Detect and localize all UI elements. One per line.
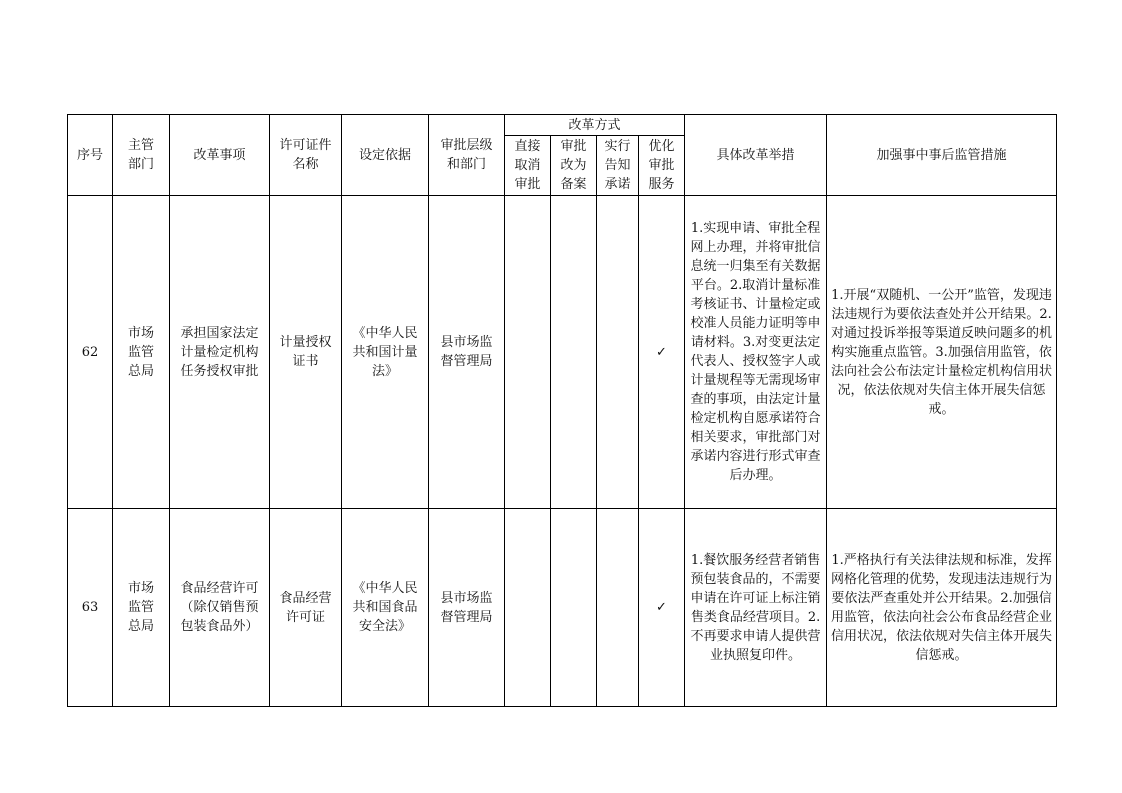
header-dept: 主管部门 (113, 115, 170, 196)
header-supervision: 加强事中事后监管措施 (827, 115, 1057, 196)
check-mark-icon: ✓ (656, 600, 667, 615)
row-seq: 62 (68, 196, 113, 509)
header-methods-group: 改革方式 (505, 115, 685, 136)
table-row (68, 196, 1057, 509)
row-notify-commit (597, 509, 639, 707)
row-supervision: 1.严格执行有关法律法规和标准，发挥网格化管理的优势，发现违法违规行为要依法严查重处并公开结果。2.加强信用监管，依法向社会公布食品经营企业信用状况，依法依规对失信主体开展失信惩戒。 (827, 509, 1057, 707)
row-seq: 63 (68, 509, 113, 707)
table-row (68, 509, 1057, 707)
row-measures: 1.实现申请、审批全程网上办理，并将审批信息统一归集至有关数据平台。2.取消计量标准考核证书、计量检定或校准人员能力证明等申请材料。3.对变更法定代表人、授权签字人或计量规程等无需现场审查的事项，由法定计量检定机构自愿承诺符合相关要求，审批部门对承诺内容进行形式审查后办理。 (685, 196, 827, 509)
header-method-optimize: 优化审批服务 (639, 136, 685, 196)
header-measures: 具体改革举措 (685, 115, 827, 196)
row-license: 计量授权证书 (270, 196, 342, 509)
table-body (68, 196, 1057, 707)
reform-table (67, 114, 1057, 707)
row-optimize-check (639, 196, 685, 509)
row-to-record (551, 509, 597, 707)
row-level: 县市场监督管理局 (429, 196, 505, 509)
row-dept: 市场监管总局 (113, 196, 170, 509)
row-level: 县市场监督管理局 (429, 509, 505, 707)
row-item: 承担国家法定计量检定机构任务授权审批 (170, 196, 270, 509)
row-basis: 《中华人民共和国计量法》 (342, 196, 429, 509)
row-item: 食品经营许可（除仅销售预包装食品外） (170, 509, 270, 707)
header-basis: 设定依据 (342, 115, 429, 196)
header-item: 改革事项 (170, 115, 270, 196)
header-method-to-record: 审批改为备案 (551, 136, 597, 196)
header-method-notify-commit: 实行告知承诺 (597, 136, 639, 196)
check-mark-icon: ✓ (656, 344, 667, 360)
header-seq: 序号 (68, 115, 113, 196)
header-license: 许可证件名称 (270, 115, 342, 196)
row-license: 食品经营许可证 (270, 509, 342, 707)
row-optimize-check (639, 509, 685, 707)
row-basis: 《中华人民共和国食品安全法》 (342, 509, 429, 707)
header-level: 审批层级和部门 (429, 115, 505, 196)
row-notify-commit (597, 196, 639, 509)
row-direct-cancel (505, 509, 551, 707)
header-method-direct-cancel: 直接取消审批 (505, 136, 551, 196)
row-direct-cancel (505, 196, 551, 509)
row-dept: 市场监管总局 (113, 509, 170, 707)
row-measures: 1.餐饮服务经营者销售预包装食品的，不需要申请在许可证上标注销售类食品经营项目。2.不再要求申请人提供营业执照复印件。 (685, 509, 827, 707)
table-header (68, 115, 1057, 196)
row-supervision: 1.开展“双随机、一公开”监管，发现违法违规行为要依法查处并公开结果。2.对通过投诉举报等渠道反映问题多的机构实施重点监管。3.加强信用监管，依法向社会公布法定计量检定机构信用状况，依法依规对失信主体开展失信惩戒。 (827, 196, 1057, 509)
row-to-record (551, 196, 597, 509)
